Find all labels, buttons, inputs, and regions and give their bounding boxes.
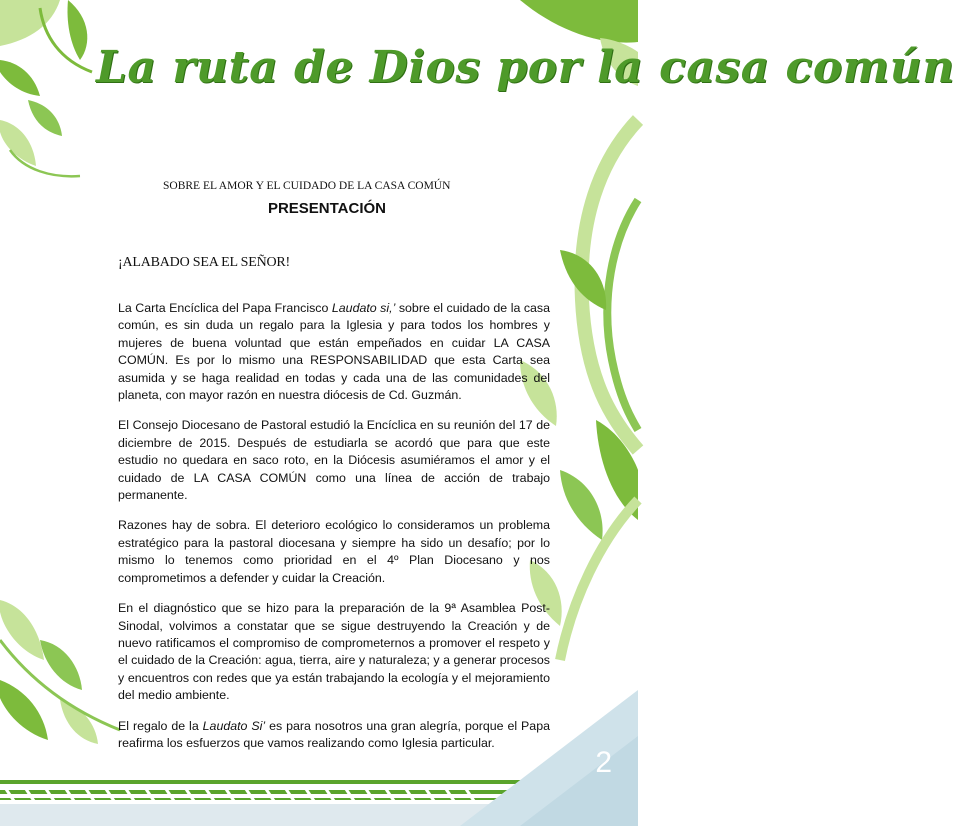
paragraph: En el diagnóstico que se hizo para la preparación de la 9ª Asamblea Post-Sinodal, volvimos a constatar que se sigue destruyendo la Creación y de nuevo ratificamos el compromiso de comprometernos a promover el respeto y el cuidado de la Creación: agua, tierra, aire y naturaleza; y a generar procesos y encuentros con redes que ya están trabajando la ecología y el mejoramiento del medio ambiente. bbox=[118, 601, 550, 703]
greeting: ¡ALABADO SEA EL SEÑOR! bbox=[118, 255, 291, 270]
section-heading: PRESENTACIÓN bbox=[267, 200, 387, 217]
body-text bbox=[118, 300, 550, 765]
subtitle: SOBRE EL AMOR Y EL CUIDADO DE LA CASA COMÚN bbox=[163, 180, 451, 192]
paragraph: El regalo de la Laudato Si’ es para nosotros una gran alegría, porque el Papa reafirma los esfuerzos que vamos realizando como Iglesia particular. bbox=[118, 718, 550, 750]
paragraph: La Carta Encíclica del Papa Francisco Laudato si,’ sobre el cuidado de la casa común, es sin duda un regalo para la Iglesia y para todos los hombres y mujeres de buena voluntad que están empeñados en cuidar LA CASA COMÚN. Es por lo mismo una RESPONSABILIDAD que esta Carta sea asumida y se haga realidad en todas y cada una de las comunidades del planeta, con mayor razón en nuestra diócesis de Cd. Guzmán. bbox=[118, 301, 551, 403]
paragraph: Razones hay de sobra. El deterioro ecológico lo consideramos un problema estratégico para la pastoral diocesana y siempre ha sido un desafío; por lo mismo lo tenemos como prioridad en el 4º Plan Diocesano y nos comprometimos a defender y cuidar la Creación. bbox=[118, 518, 550, 585]
paragraph: El Consejo Diocesano de Pastoral estudió la Encíclica en su reunión del 17 de diciembre de 2015. Después de estudiarla se acordó que para que este estudio no quedara en saco roto, en la Diócesis asumiéramos el amor y el cuidado de LA CASA COMÚN como una línea de acción de trabajo permanente. bbox=[118, 418, 550, 503]
header-title: La ruta de Dios por la casa común bbox=[96, 42, 955, 93]
page-number: 2 bbox=[595, 746, 612, 779]
